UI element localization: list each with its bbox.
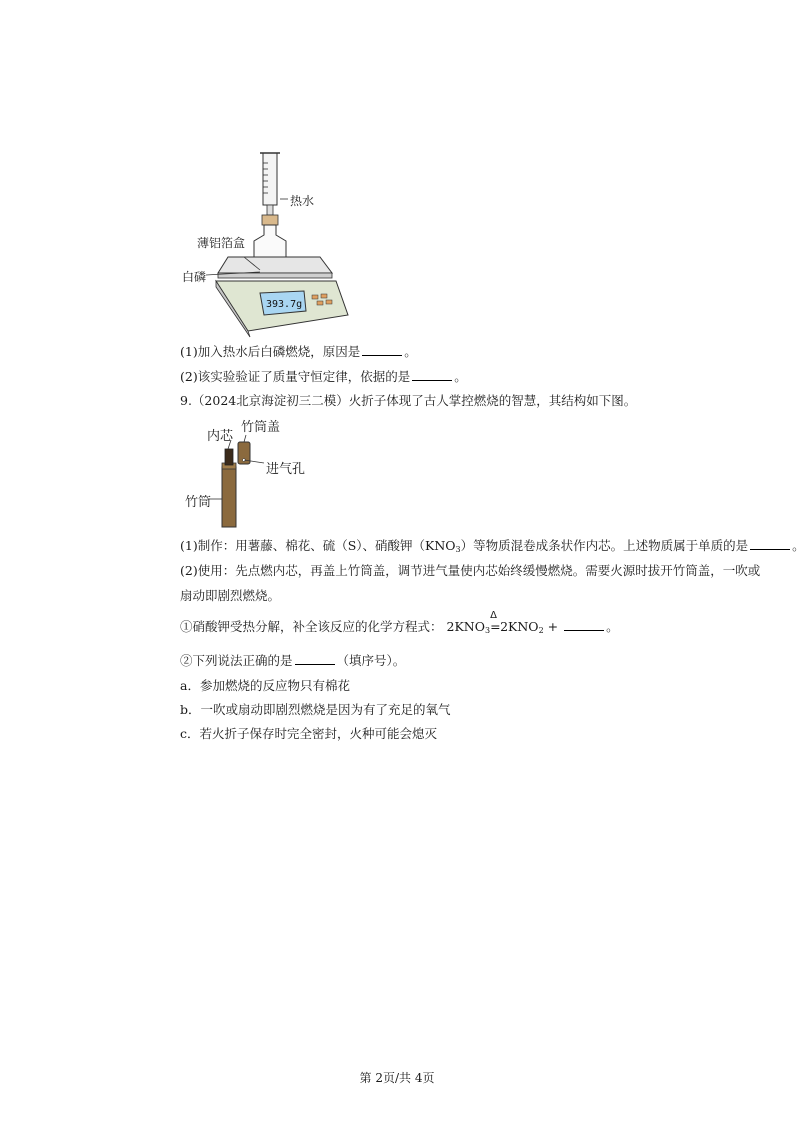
q9-part2-line2: 扇动即剧烈燃烧。: [180, 588, 281, 603]
q9-sub2: ②下列说法正确的是 （填序号）。: [180, 653, 406, 668]
q9-part1: (1)制作：用薯藤、棉花、硫（S）、硝酸钾$(KNO_3)$等物质混卷成条状作内芯。上述物质属于单质的是 。: [180, 538, 805, 554]
label-bamboo-cap: 竹筒盖: [241, 420, 281, 435]
q9-part2-line1: (2)使用：先点燃内芯，再盖上竹筒盖，调节进气量使内芯始终缓慢燃烧。需要火源时拔开竹筒盖，一吹或: [180, 563, 761, 578]
answer-blank[interactable]: [750, 537, 790, 550]
q8-part2: (2)该实验验证了质量守恒定律，依据的是 。: [180, 369, 467, 384]
answer-blank[interactable]: [412, 368, 452, 381]
label-air-hole: 进气孔: [266, 462, 306, 477]
option-b: b．一吹或扇动即剧烈燃烧是因为有了充足的氧气: [180, 702, 451, 717]
q8-part1: (1)加入热水后白磷燃烧，原因是 。: [180, 344, 417, 359]
page-footer: 第 2页/共 4页: [359, 1071, 435, 1085]
label-white-phosphorus: 白磷: [182, 270, 207, 284]
bamboo-tube: [222, 467, 236, 527]
option-a: a．参加燃烧的反应物只有棉花: [180, 678, 350, 693]
syringe-barrel: [263, 153, 277, 205]
option-c: c．若火折子保存时完全密封，火种可能会熄灭: [180, 726, 438, 741]
label-inner-core: 内芯: [207, 429, 234, 444]
stopper: [262, 215, 278, 225]
label-foil-box: 薄铝箔盒: [197, 236, 246, 250]
answer-blank[interactable]: [362, 343, 402, 356]
q9-sub1: ①硝酸钾受热分解，补全该反应的化学方程式： $2KNO_3$ Δ $=2KNO_2$ + 。: [180, 618, 619, 640]
delta-symbol: Δ: [490, 610, 497, 621]
label-bamboo-tube: 竹筒: [185, 495, 212, 510]
label-hot-water: 热水: [290, 194, 315, 208]
answer-blank[interactable]: [295, 652, 335, 665]
chemical-equation: $2KNO_3$ Δ $=2KNO_2$ +: [447, 619, 563, 634]
inner-core: [225, 449, 233, 465]
q9-stem: 9.（2024北京海淀初三二模）火折子体现了古人掌控燃烧的智慧，其结构如下图。: [180, 393, 637, 408]
answer-blank[interactable]: [564, 618, 604, 631]
scale-reading: 393.7g: [266, 299, 303, 310]
